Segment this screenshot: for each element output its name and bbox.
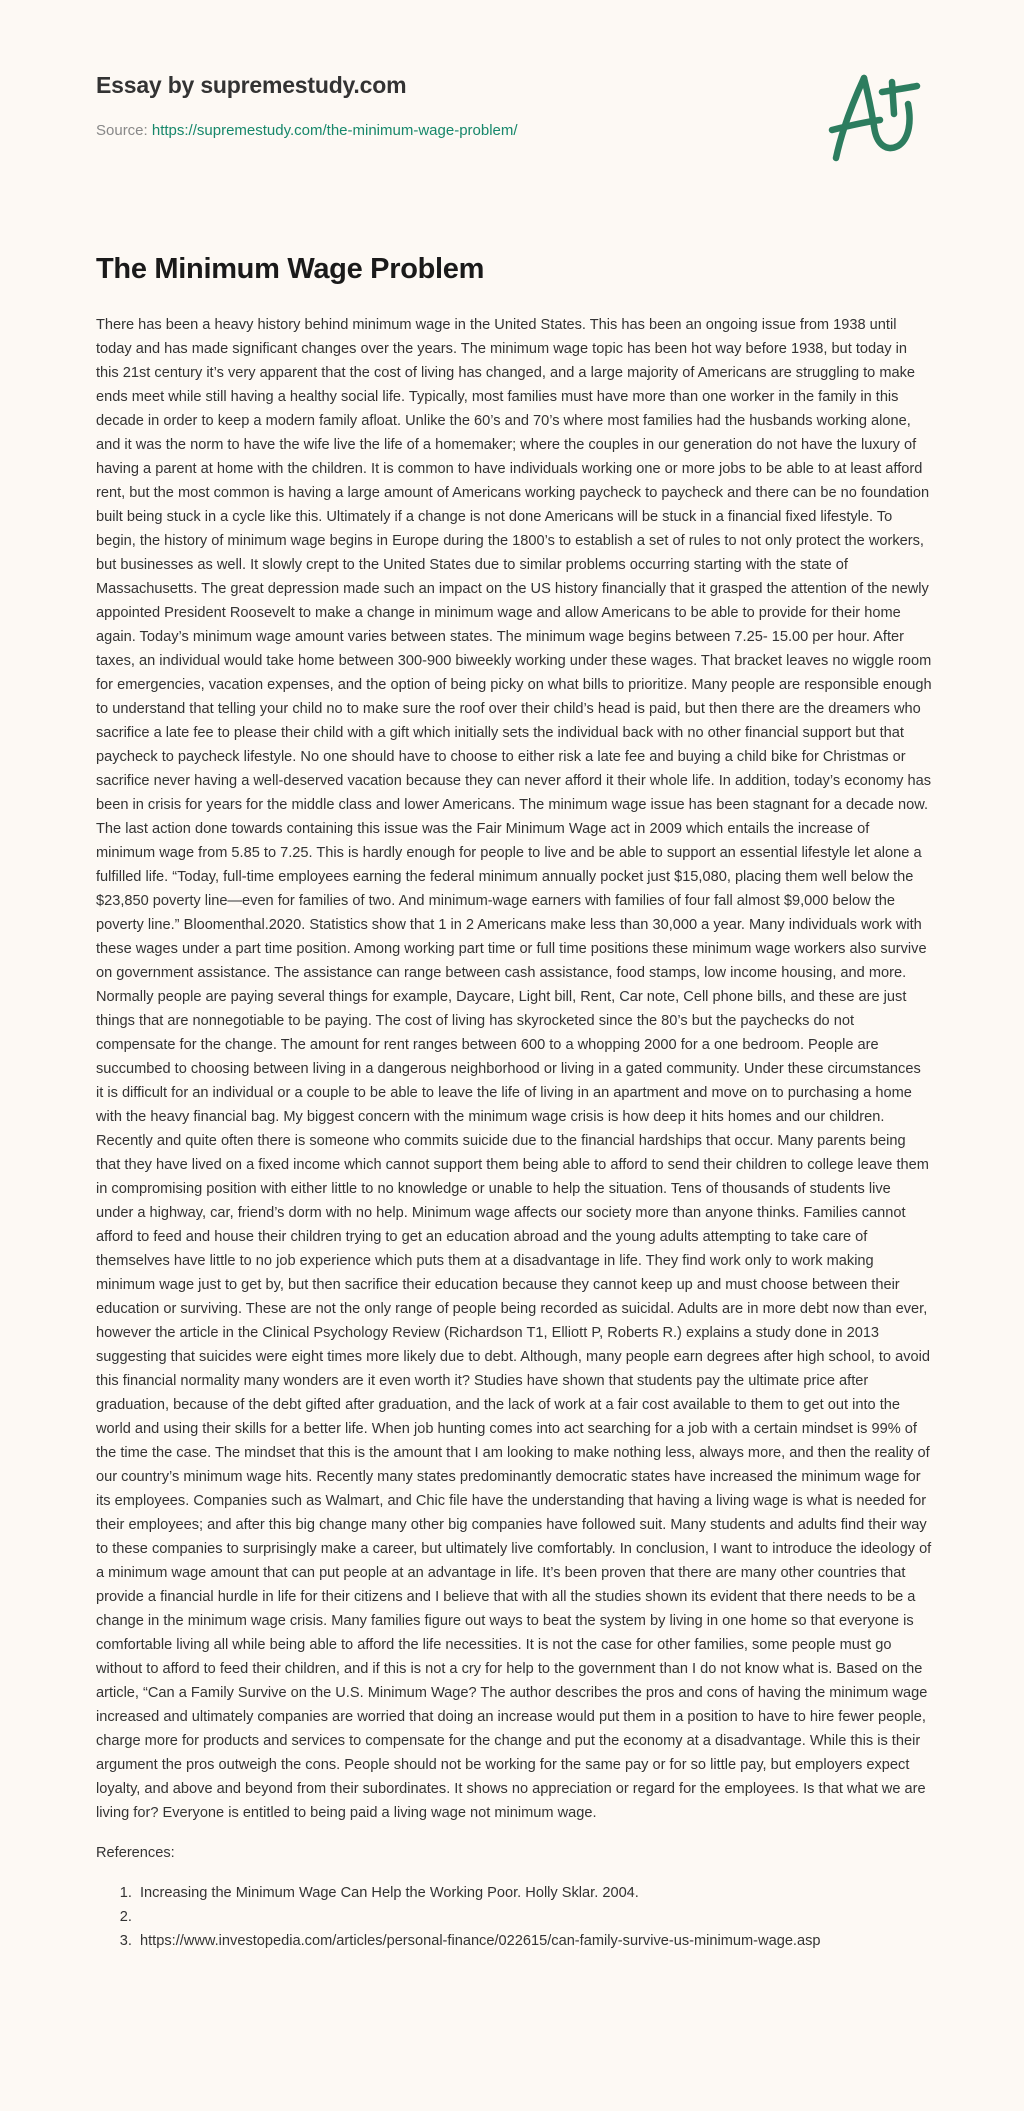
site-title: Essay by supremestudy.com xyxy=(96,72,407,98)
references-label: References: xyxy=(96,1845,175,1861)
references-list xyxy=(96,1881,932,1953)
reference-item xyxy=(136,1905,932,1929)
source-line xyxy=(96,122,518,139)
essay-page xyxy=(0,0,1024,285)
essay-paragraph: There has been a heavy history behind minimum wage in the United States. This has been an ongoing issue from 1938 until today and has made significant changes over the years. The minimum wage topic has been hot way before 1938, but today in this 21st century it’s very apparent that the cost of living has changed, and a large majority of Americans are struggling to make ends meet while still having a healthy social life. Typically, most families must have more than one worker in the family in this decade in order to keep a modern family afloat. Unlike the 60’s and 70’s where most families had the husbands working alone, and it was the norm to have the wife live the life of a homemaker; where the couples in our generation do not have the luxury of having a parent at home with the children. It is common to have individuals working one or more jobs to be able to at least afford rent, but the most common is having a large amount of Americans working paycheck to paycheck and there can be no foundation built being stuck in a cycle like this. Ultimately if a change is not done Americans will be stuck in a financial fixed lifestyle. To begin, the history of minimum wage begins in Europe during the 1800’s to establish a set of rules to not only protect the workers, but businesses as well. It slowly crept to the United States due to similar problems occurring starting with the state of Massachusetts. The great depression made such an impact on the US history financially that it grasped the attention of the newly appointed President Roosevelt to make a change in minimum wage and allow Americans to be able to provide for their home again. Today’s minimum wage amount varies between states. The minimum wage begins between 7.25- 15.00 per hour. After taxes, an individual would take home between 300-900 biweekly working under these wages. That bracket leaves no wiggle room for emergencies, vacation expenses, and the option of being picky on what bills to prioritize. Many people are responsible enough to understand that telling your child no to make sure the roof over their child’s head is paid, but then there are the dreamers who sacrifice a late fee to please their child with a gift which initially sets the individual back with no other financial support but that paycheck to paycheck lifestyle. No one should have to choose to either risk a late fee and buying a child bike for Christmas or sacrifice never having a well-deserved vacation because they can never afford it their whole life. In addition, today’s economy has been in crisis for years for the middle class and lower Americans. The minimum wage issue has been stagnant for a decade now. The last action done towards containing this issue was the Fair Minimum Wage act in 2009 which entails the increase of minimum wage from 5.85 to 7.25. This is hardly enough for people to live and be able to support an essential lifestyle let alone a fulfilled life. “Today, full-time employees earning the federal minimum annually pocket just $15,080, placing them well below the $23,850 poverty line—even for families of two. And minimum-wage earners with families of four fall almost $9,000 below the poverty line.” Bloomenthal.2020. Statistics show that 1 in 2 Americans make less than 30,000 a year. Many individuals work with these wages under a part time position. Among working part time or full time positions these minimum wage workers also survive on government assistance. The assistance can range between cash assistance, food stamps, low income housing, and more. Normally people are paying several things for example, Daycare, Light bill, Rent, Car note, Cell phone bills, and these are just things that are nonnegotiable to be paying. The cost of living has skyrocketed since the 80’s but the paychecks do not compensate for the change. The amount for rent ranges between 600 to a whopping 2000 for a one bedroom. People are succumbed to choosing between living in a dangerous neighborhood or living in a gated community. Under these circumstances it is difficult for an individual or a couple to be able to leave the life of living in an apartment and move on to purchasing a home with the heavy financial bag. My biggest concern with the minimum wage crisis is how deep it hits homes and our children. Recently and quite often there is someone who commits suicide due to the financial hardships that occur. Many parents being that they have lived on a fixed income which cannot support them being able to afford to send their children to college leave them in compromising position with either little to no knowledge or unable to help the situation. Tens of thousands of students live under a highway, car, friend’s dorm with no help. Minimum wage affects our society more than anyone thinks. Families cannot afford to feed and house their children trying to get an education abroad and the young adults attempting to take care of themselves have little to no job experience which puts them at a disadvantage in life. They find work only to work making minimum wage just to get by, but then sacrifice their education because they cannot keep up and must choose between their education or surviving. These are not the only range of people being recorded as suicidal. Adults are in more debt now than ever, however the article in the Clinical Psychology Review (Richardson T1, Elliott P, Roberts R.) explains a study done in 2013 suggesting that suicides were eight times more likely due to debt. Although, many people earn degrees after high school, to avoid this financial normality many wonders are it even worth it? Studies have shown that students pay the ultimate price after graduation, because of the debt gifted after graduation, and the lack of work at a fair cost available to them to get out into the world and using their skills for a better life. When job hunting comes into act searching for a job with a certain mindset is 99% of the time the case. The mindset that this is the amount that I am looking to make nothing less, always more, and then the reality of our country’s minimum wage hits. Recently many states predominantly democratic states have increased the minimum wage for its employees. Companies such as Walmart, and Chic file have the understanding that having a living wage is what is needed for their employees; and after this big change many other big companies have followed suit. Many students and adults find their way to these companies to surprisingly make a career, but ultimately live comfortably. In conclusion, I want to introduce the ideology of a minimum wage amount that can put people at an advantage in life. It’s been proven that there are many other countries that provide a financial hurdle in life for their citizens and I believe that with all the studies shown its evident that there needs to be a change in the minimum wage crisis. Many families figure out ways to beat the system by living in one home so that everyone is comfortable living all while being able to afford the life necessities. It is not the case for other families, some people must go without to afford to feed their children, and if this is not a cry for help to the government than I do not know what is. Based on the article, “Can a Family Survive on the U.S. Minimum Wage? The author describes the pros and cons of having the minimum wage increased and ultimately companies are worried that doing an increase would put them in a position to have to hire fewer people, charge more for products and services to compensate for the change and put the economy at a disadvantage. While this is their argument the pros outweigh the cons. People should not be working for the same pay or for so little pay, but employers expect loyalty, and above and beyond from their subordinates. It shows no appreciation or regard for the employees. Is that what we are living for? Everyone is entitled to being paid a living wage not minimum wage. xyxy=(96,317,932,1821)
reference-item: 3. https://www.investopedia.com/articles/personal-finance/022615/can-family-survive-us-minimum-wage.asp xyxy=(136,1929,932,1953)
source-link[interactable]: https://supremestudy.com/the-minimum-wage-problem/ xyxy=(151,122,518,139)
reference-item: 1. Increasing the Minimum Wage Can Help the Working Poor. Holly Sklar. 2004. xyxy=(136,1881,932,1905)
page-header xyxy=(96,0,928,285)
essay-content xyxy=(96,313,932,1953)
source-label: Source: xyxy=(96,122,148,139)
essay-title: The Minimum Wage Problem xyxy=(96,253,485,285)
a-plus-grade-icon xyxy=(818,64,928,164)
